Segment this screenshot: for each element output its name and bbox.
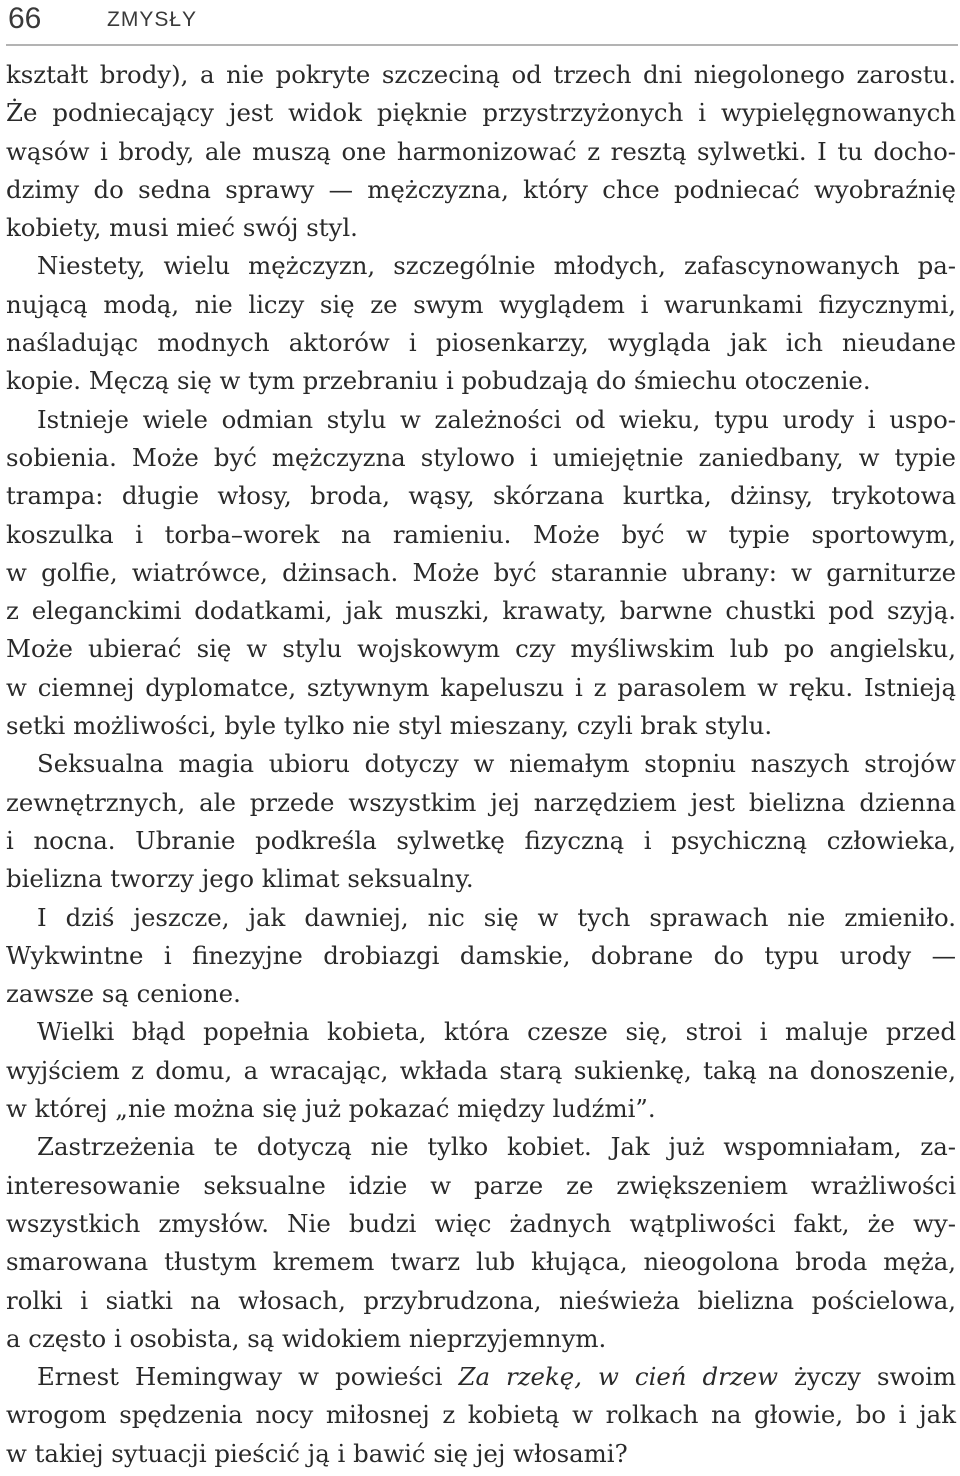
text-line: koszulka i torba–worek na ramieniu. Może być w typie sportowym,: [6, 519, 956, 549]
text-line: w golfie, wiatrówce, dżinsach. Może być starannie ubrany: w garniturze: [6, 557, 956, 587]
text-line: setki możliwości, byle tylko nie styl mieszany, czyli brak stylu.: [6, 711, 773, 741]
text-line: Niestety, wielu mężczyzn, szczególnie młodych, zafascynowanych pa-: [37, 251, 956, 281]
text-line: nującą modą, nie liczy się ze swym wyglądem i warunkami fizycznymi,: [6, 289, 956, 319]
text-line: Ernest Hemingway w powieści Za rzekę, w cień drzew życzy swoim: [37, 1362, 957, 1392]
text-line: Zastrzeżenia te dotyczą nie tylko kobiet. Jak już wspomniałam, za-: [37, 1132, 956, 1162]
text-line: a często i osobista, są widokiem nieprzyjemnym.: [6, 1323, 607, 1353]
text-line: w takiej sytuacji pieścić ją i bawić się jej włosami?: [6, 1438, 628, 1468]
text-line: w ciemnej dyplomatce, sztywnym kapeluszu i z parasolem w ręku. Istnieją: [6, 672, 956, 702]
page-header: [6, 0, 958, 46]
text-line: zewnętrznych, ale przede wszystkim jej narzędziem jest bielizna dzienna: [6, 787, 956, 817]
text-line: wąsów i brody, ale muszą one harmonizować z resztą sylwetki. I tu docho-: [6, 136, 956, 166]
body-text: [6, 56, 956, 1473]
text-line: wszystkich zmysłów. Nie budzi więc żadnych wątpliwości fakt, że wy-: [6, 1208, 956, 1238]
text-line: wrogom spędzenia nocy miłosnej z kobietą w rolkach na głowie, bo i jak: [6, 1400, 956, 1430]
text-line: kopie. Męczą się w tym przebraniu i pobudzają do śmiechu otoczenie.: [6, 366, 871, 396]
text-line: Że podniecający jest widok pięknie przystrzyżonych i wypielęgnowanych: [6, 98, 956, 128]
text-line: rolki i siatki na włosach, przybrudzona, nieświeża bielizna pościelowa,: [6, 1285, 956, 1315]
text-line: Seksualna magia ubioru dotyczy w niemałym stopniu naszych strojów: [37, 749, 956, 779]
text-line: z eleganckimi dodatkami, jak muszki, krawaty, barwne chustki pod szyją.: [6, 596, 956, 626]
text-line: smarowana tłustym kremem twarz lub kłująca, nieogolona broda męża,: [6, 1247, 956, 1277]
text-line: interesowanie seksualne idzie w parze ze zwiększeniem wrażliwości: [6, 1170, 956, 1200]
text-line: I dziś jeszcze, jak dawniej, nic się w tych sprawach nie zmieniło.: [37, 902, 956, 932]
text-line: Istnieje wiele odmian stylu w zależności od wieku, typu urody i uspo-: [37, 404, 956, 434]
text-line: bielizna tworzy jego klimat seksualny.: [6, 864, 474, 894]
text-line: dzimy do sedna sprawy — mężczyzna, który chce podniecać wyobraźnię: [6, 174, 956, 204]
text-line: naśladując modnych aktorów i piosenkarzy, wygląda jak ich nieudane: [6, 328, 956, 358]
book-title: Za rzekę, w cień drzew: [458, 1362, 778, 1392]
text-line: wyjściem z domu, a wracając, wkłada starą sukienkę, taką na donoszenie,: [6, 1055, 956, 1085]
text-line: Wielki błąd popełnia kobieta, która czesze się, stroi i maluje przed: [37, 1017, 956, 1047]
text-line: sobienia. Może być mężczyzna stylowo i umiejętnie zaniedbany, w typie: [6, 442, 956, 472]
text-line: w której „nie można się już pokazać między ludźmi”.: [6, 1094, 656, 1124]
running-head: ZMYSŁY: [107, 8, 198, 31]
text-line: kobiety, musi mieć swój styl.: [6, 213, 358, 243]
text-line: Wykwintne i finezyjne drobiazgi damskie, dobrane do typu urody —: [6, 940, 956, 970]
page-number: 66: [8, 2, 42, 35]
text-line: kształt brody), a nie pokryte szczeciną od trzech dni niegolonego zarostu.: [6, 60, 956, 89]
text-line: zawsze są cenione.: [6, 979, 241, 1009]
text-line: i nocna. Ubranie podkreśla sylwetkę fizyczną i psychiczną człowieka,: [6, 825, 956, 855]
text-line: Może ubierać się w stylu wojskowym czy myśliwskim lub po angielsku,: [6, 634, 956, 664]
text-line: trampa: długie włosy, broda, wąsy, skórzana kurtka, dżinsy, trykotowa: [6, 481, 956, 511]
